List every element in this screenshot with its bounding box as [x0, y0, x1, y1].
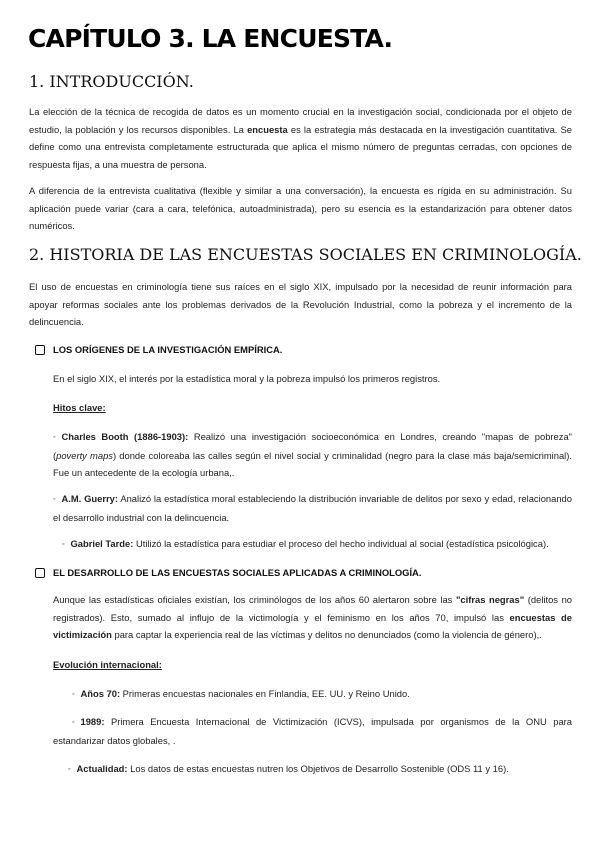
historia-intro-paragraph: El uso de encuestas en criminología tiene sus raíces en el siglo XIX, impulsado por la necesidad de reunir información para apoyar reformas sociales ante los problemas derivados de la Revolución Industrial, como la pobreza y el incremento de la delincuencia. — [29, 281, 572, 327]
section-heading-historia: 2. HISTORIA DE LAS ENCUESTAS SOCIALES EN CRIMINOLOGÍA. — [29, 245, 582, 264]
list-item-1989: ◦ 1989: Primera Encuesta Internacional de Victimización (ICVS), impulsada por organismos de la ONU para estandarizar datos globales, . — [53, 716, 572, 746]
origenes-paragraph: En el siglo XIX, el interés por la estadística moral y la pobreza impulsó los primeros registros. — [53, 373, 441, 384]
bullet-icon: ◦ — [68, 766, 71, 773]
checkbox-icon — [35, 345, 45, 355]
bullet-icon: ◦ — [72, 691, 75, 698]
subsection-heading-origenes: LOS ORÍGENES DE LA INVESTIGACIÓN EMPÍRICA. — [53, 344, 283, 355]
list-item-guerry: ◦ A.M. Guerry: Analizó la estadística moral estableciendo la distribución invariable de delitos por sexo y edad, relacionando el desarrollo industrial con la delincuencia. — [53, 493, 572, 523]
list-item-tarde: ◦ Gabriel Tarde: Utilizó la estadística para estudiar el proceso del hecho individual al social (estadística psicológica). — [62, 535, 572, 554]
subsection-heading-desarrollo: EL DESARROLLO DE LAS ENCUESTAS SOCIALES APLICADAS A CRIMINOLOGÍA. — [53, 567, 422, 578]
desarrollo-paragraph: Aunque las estadísticas oficiales existían, los criminólogos de los años 60 alertaron sobre las "cifras negras" (delitos no registrados). Esto, sumado al influjo de la victimología y el feminismo en los años 70, impulsó las encuestas de victimización para captar la experiencia real de las víctimas y delitos no denunciados (como la violencia de género),. — [53, 594, 572, 640]
section-heading-introduccion: 1. INTRODUCCIÓN. — [29, 72, 194, 91]
list-item-actualidad: ◦ Actualidad: Los datos de estas encuestas nutren los Objetivos de Desarrollo Sostenible (ODS 11 y 16). — [68, 760, 572, 779]
list-item-anos-70: ◦ Años 70: Primeras encuestas nacionales en Finlandia, EE. UU. y Reino Unido. — [72, 685, 572, 704]
chapter-title: CAPÍTULO 3. LA ENCUESTA. — [28, 24, 393, 53]
bullet-icon: ◦ — [53, 434, 56, 441]
checkbox-icon — [35, 568, 45, 578]
bullet-icon: ◦ — [62, 541, 65, 548]
hitos-clave-label: Hitos clave: — [53, 402, 106, 413]
intro-paragraph-2: A diferencia de la entrevista cualitativa (flexible y similar a una conversación), la encuesta es rígida en su administración. Su aplicación puede variar (cara a cara, telefónica, autoadministrada), pero su esencia es la estandarización para obtener datos numéricos. — [29, 185, 572, 231]
intro-paragraph-1: La elección de la técnica de recogida de datos es un momento crucial en la investigación social, condicionada por el objeto de estudio, la población y los recursos disponibles. La encuesta es la estrategia más destacada en la investigación cuantitativa. Se define como una entrevista completamente estructurada que aplica el mismo número de preguntas cerradas, con opciones de respuesta fijas, a una muestra de persona. — [29, 106, 573, 170]
list-item-booth: ◦ Charles Booth (1886-1903): Realizó una investigación socioeconómica en Londres, creando "mapas de pobreza" (poverty maps) donde coloreaba las calles según el nivel social y criminalidad (negro para la clase más baja/semicriminal). Fue un antecedente de la ecología urbana,. — [53, 431, 572, 478]
bullet-icon: ◦ — [72, 719, 75, 726]
evolucion-label: Evolución internacional: — [53, 659, 162, 670]
bullet-icon: ◦ — [53, 496, 56, 503]
